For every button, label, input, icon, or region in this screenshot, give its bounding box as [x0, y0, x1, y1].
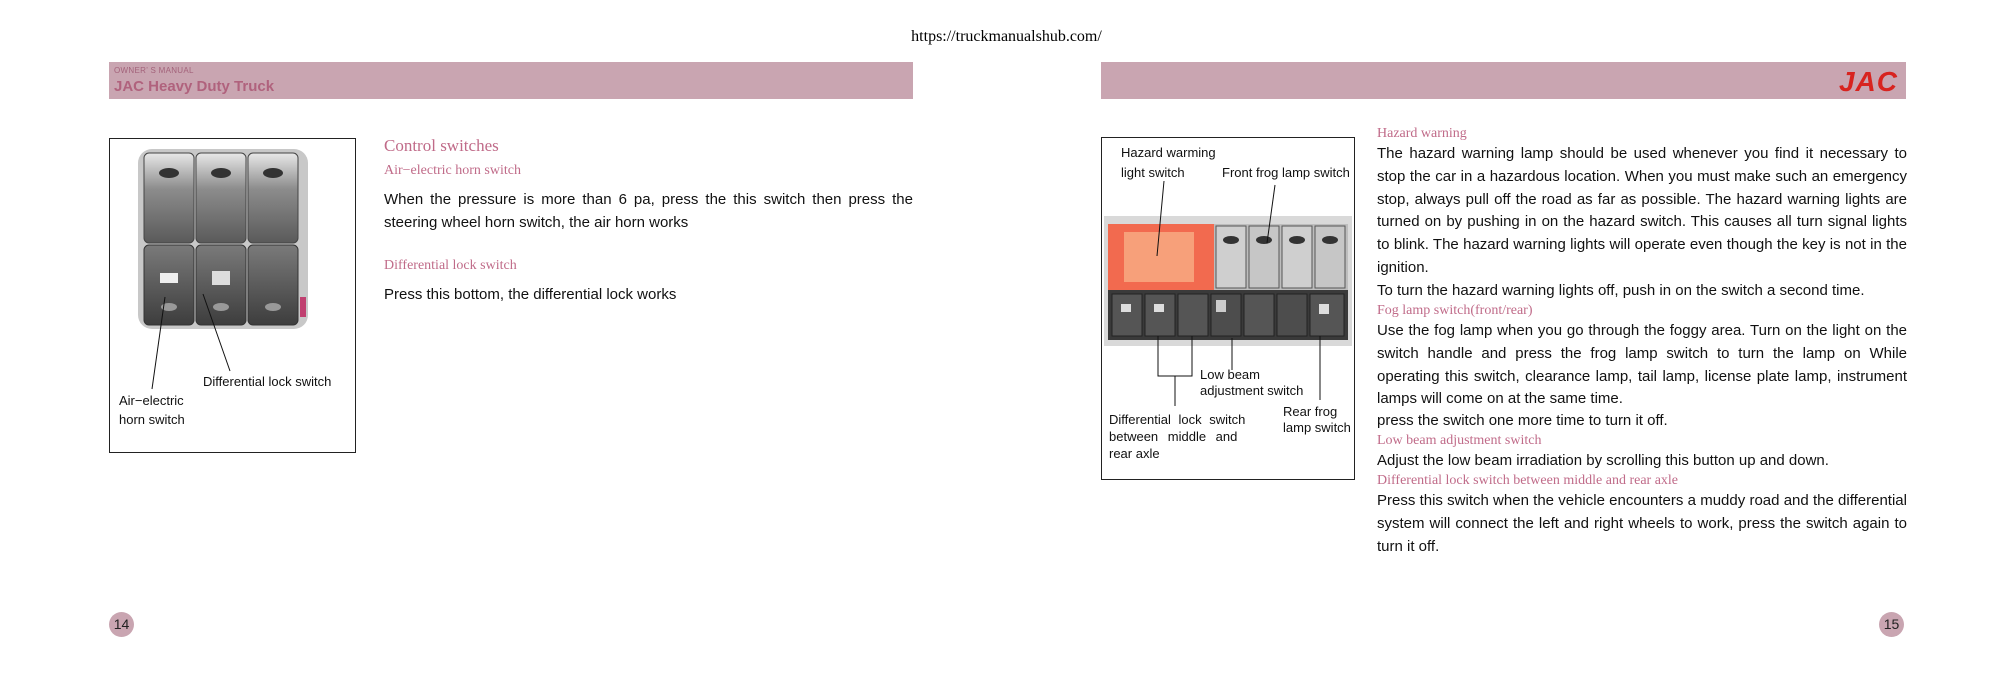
label-hazard-line2: light switch: [1121, 165, 1185, 180]
paragraph-fog-off: press the switch one more time to turn it off.: [1377, 412, 1668, 429]
section-title-control-switches: Control switches: [384, 136, 499, 155]
subheading-differential-lock: Differential lock switch: [384, 258, 517, 273]
paragraph-low-beam: Adjust the low beam irradiation by scrolling this button up and down.: [1377, 452, 1829, 469]
label-air-horn-line1: Air−electric: [119, 393, 184, 408]
manual-label: OWNER’ S MANUAL: [114, 66, 194, 75]
source-url[interactable]: https://truckmanualshub.com/: [911, 28, 1102, 45]
subheading-hazard-warning: Hazard warning: [1377, 126, 1467, 141]
label-low-beam-line2: adjustment switch: [1200, 383, 1304, 398]
label-diff-mid-line1: Differential lock switch: [1109, 412, 1246, 427]
label-rear-fog-line1: Rear frog: [1283, 404, 1338, 419]
paragraph-differential-lock: Press this bottom, the differential lock works: [384, 286, 677, 303]
paragraph-hazard-warning: The hazard warning lamp should be used whenever you find it necessary to stop the car in a hazardous location. When you must make such an emergency stop, always pull off the road as far as possible. The hazard warning lights are turned on by pushing in on the hazard switch. This causes all turn signal lights to blink. The hazard warning lights will operate even though the key is not in the ignition.: [1377, 145, 1907, 276]
paragraph-diff-mid-rear: Press this switch when the vehicle encounters a muddy road and the differential system will connect the left and right wheels to work, press the switch again to turn it off.: [1377, 492, 1907, 555]
paragraph-hazard-off: To turn the hazard warning lights off, push in on the switch a second time.: [1377, 282, 1865, 299]
subheading-fog-lamp: Fog lamp switch(front/rear): [1377, 303, 1533, 318]
paragraph-air-horn: When the pressure is more than 6 pa, press the this switch then press the steering wheel horn switch, the air horn works: [384, 191, 913, 231]
figure-control-switches: [109, 138, 356, 453]
subheading-low-beam: Low beam adjustment switch: [1377, 433, 1542, 448]
figure-hazard-fog-switches: [1101, 137, 1355, 480]
label-low-beam-line1: Low beam: [1200, 367, 1260, 382]
page-number-right: 15: [1879, 612, 1904, 637]
header-banner-right: [1101, 62, 1906, 99]
page-number-left: 14: [109, 612, 134, 637]
subheading-diff-mid-rear: Differential lock switch between middle and rear axle: [1377, 473, 1679, 488]
label-hazard-line1: Hazard warming: [1121, 145, 1216, 160]
label-rear-fog-line2: lamp switch: [1283, 420, 1351, 435]
label-front-fog: Front frog lamp switch: [1222, 165, 1350, 180]
label-diff-mid-line3: rear axle: [1109, 446, 1160, 461]
manual-title: JAC Heavy Duty Truck: [114, 78, 275, 95]
jac-logo: JAC: [1838, 66, 1898, 97]
header-banner-left: [109, 62, 913, 99]
subheading-air-horn: Air−electric horn switch: [384, 163, 521, 178]
label-diff-mid-line2: between middle and: [1109, 429, 1238, 444]
label-differential-lock: Differential lock switch: [203, 374, 332, 389]
paragraph-fog-lamp: Use the fog lamp when you go through the foggy area. Turn on the light on the switch handle and press the frog lamp switch to turn the lamp on While operating this switch, clearance lamp, tail lamp, license plate lamp, instrument lamps will come on at the same time.: [1377, 322, 1907, 408]
label-air-horn-line2: horn switch: [119, 412, 185, 427]
